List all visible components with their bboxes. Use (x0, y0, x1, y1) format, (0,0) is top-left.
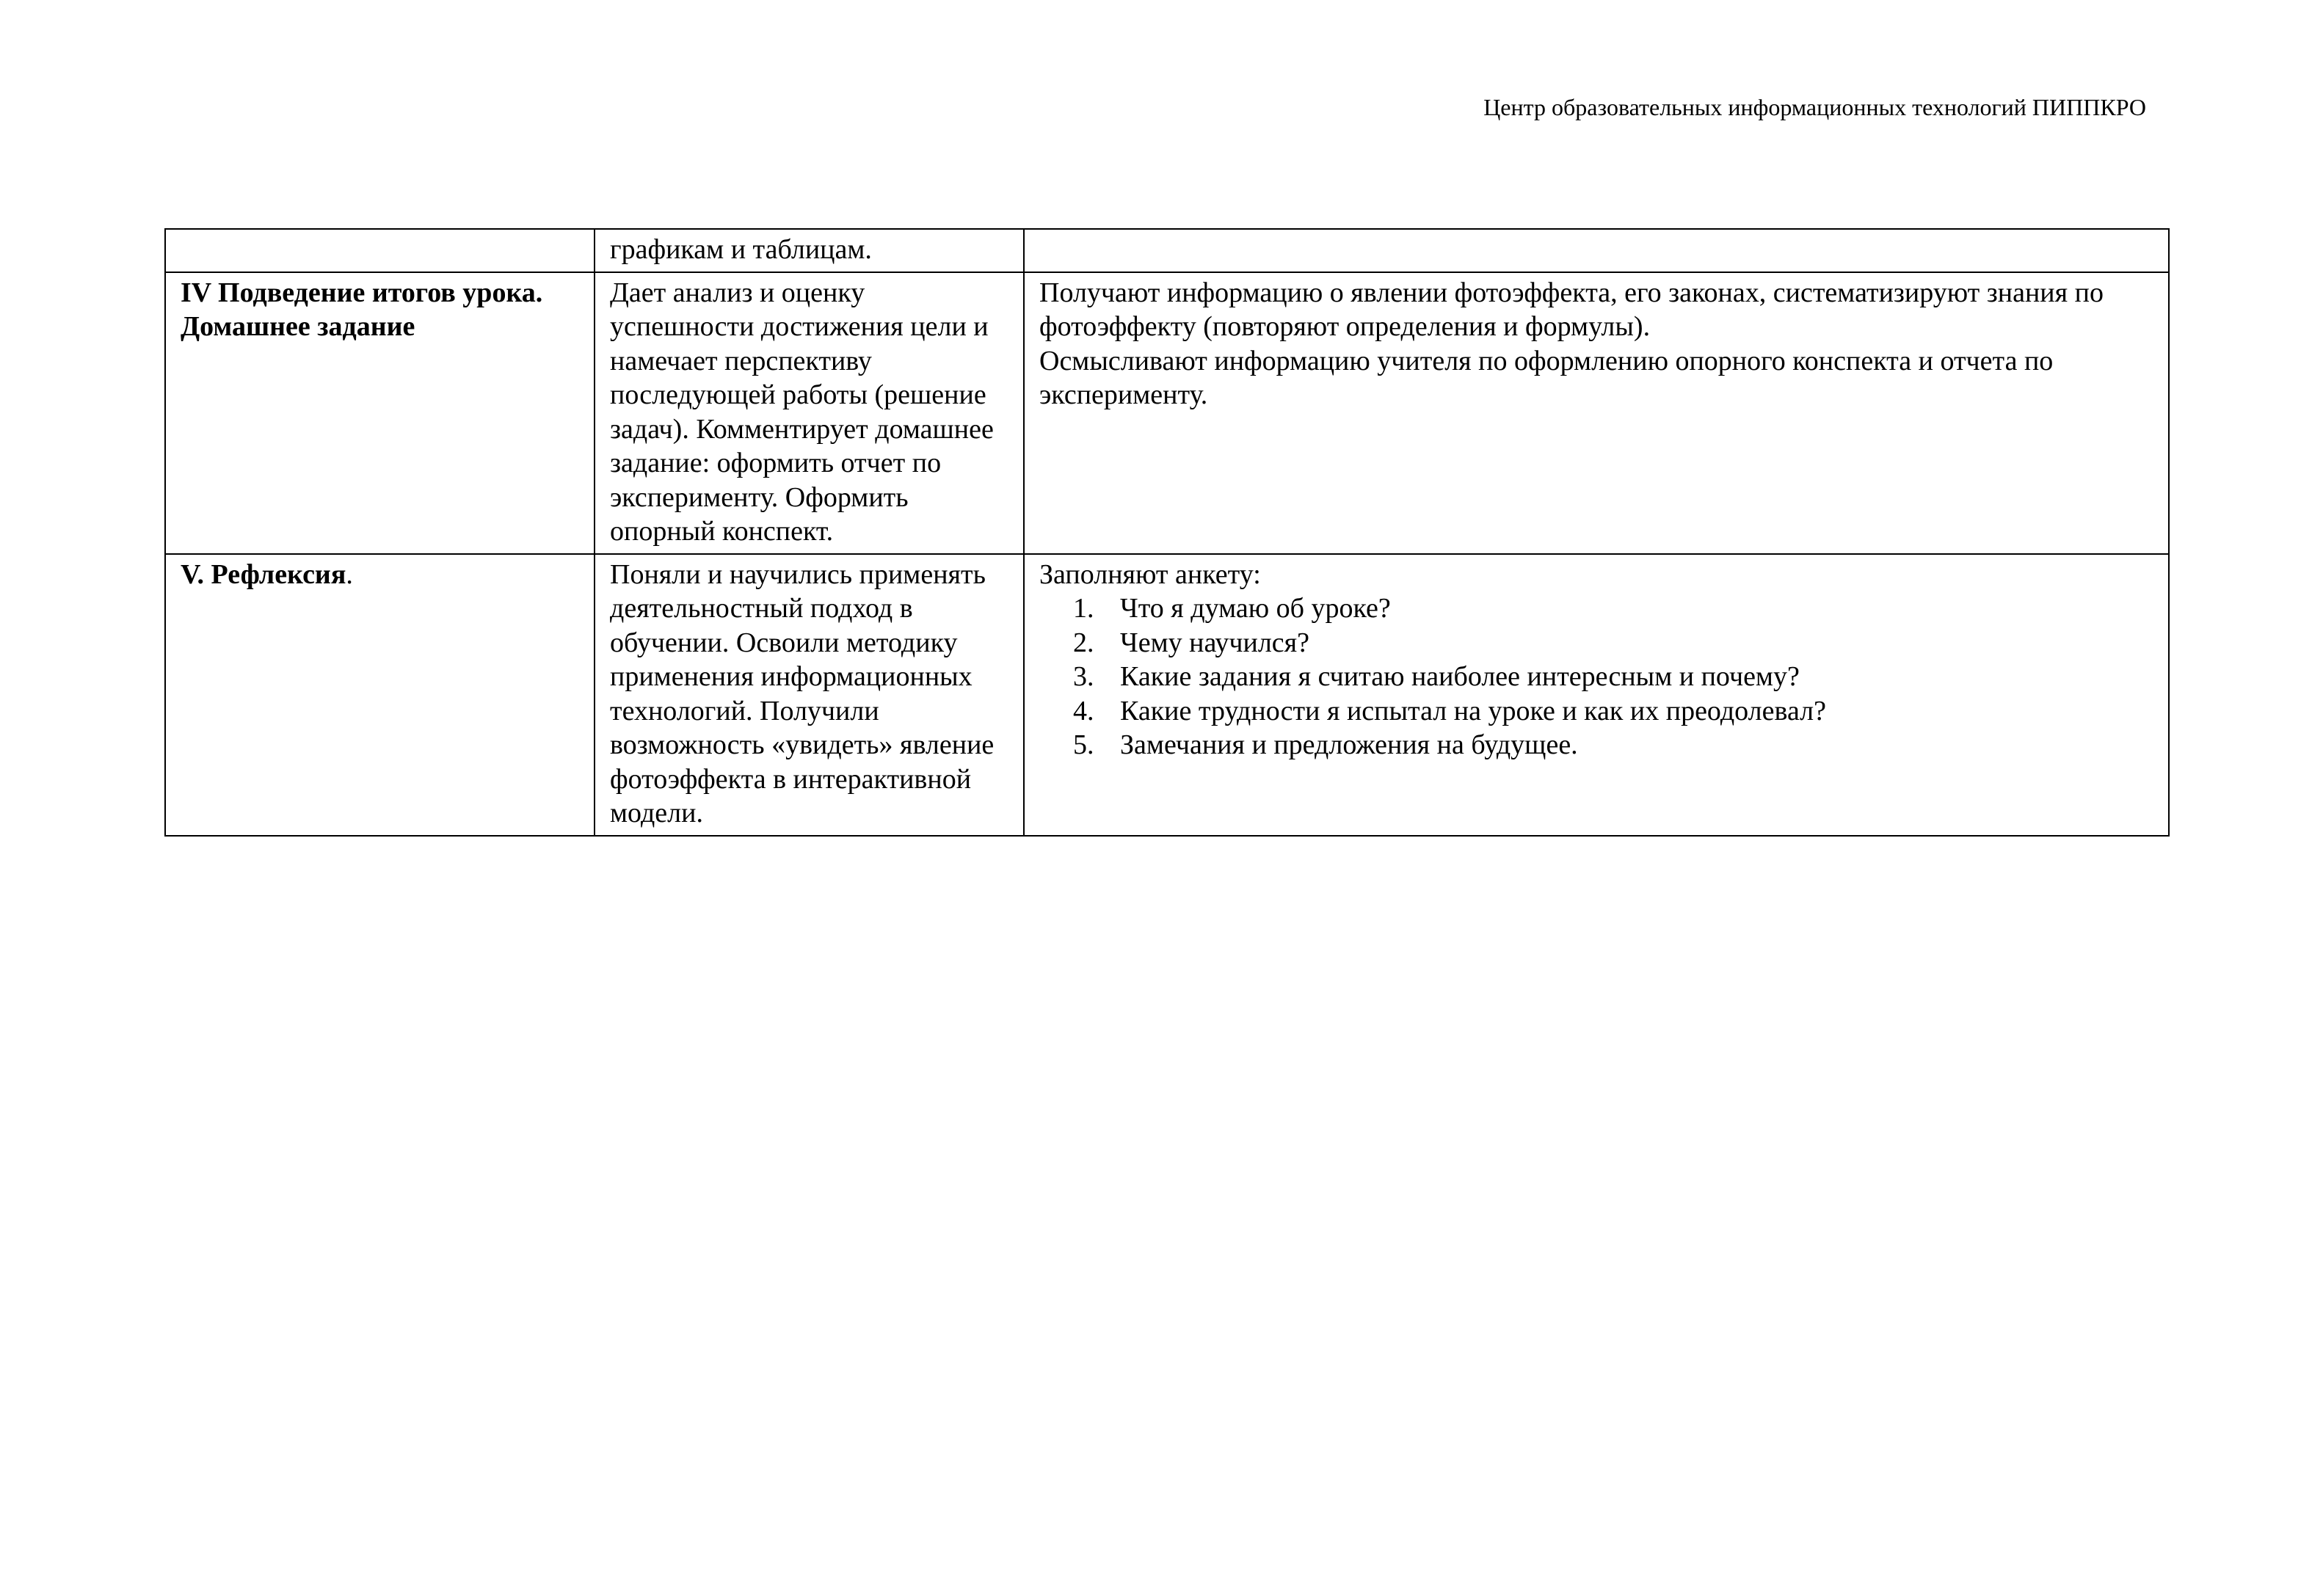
students-text: Осмысливают информацию учителя по оформлению опорного конспекта и отчета по эксперименту. (1039, 345, 2054, 410)
stage-cell (165, 229, 595, 272)
students-text: Получают информацию о явлении фотоэффекта, его законах, систематизируют знания по фотоэффекту (повторяют определения и формулы). (1039, 277, 2104, 342)
survey-item-number: 4. (1073, 695, 1094, 726)
survey-list (1039, 591, 2153, 762)
stage-cell (165, 272, 595, 554)
survey-item (1073, 591, 2153, 626)
table-row (165, 272, 2169, 554)
teacher-cell (595, 229, 1024, 272)
teacher-cell (595, 272, 1024, 554)
students-cell (1024, 272, 2169, 554)
survey-item-text: Замечания и предложения на будущее. (1120, 729, 1578, 760)
stage-cell (165, 554, 595, 836)
table-row (165, 229, 2169, 272)
table-row (165, 554, 2169, 836)
students-cell (1024, 229, 2169, 272)
stage-title: V. Рефлексия (181, 558, 346, 590)
teacher-text: Поняли и научились применять деятельностный подход в обучении. Освоили методику применения информационных технологий. Получили возможность «увидеть» явление фотоэффекта в интерактивной модели. (610, 558, 995, 828)
survey-item (1073, 626, 2153, 660)
teacher-cell (595, 554, 1024, 836)
survey-item (1073, 728, 2153, 762)
survey-item-number: 1. (1073, 593, 1094, 624)
lesson-table (164, 228, 2170, 837)
teacher-text: графикам и таблицам. (610, 234, 872, 265)
stage-title-suffix: . (346, 558, 353, 590)
teacher-text: Дает анализ и оценку успешности достижения цели и намечает перспективу последующей работы (решение задач). Комментирует домашнее задание: оформить отчет по эксперименту. Оформить опорный конспект. (610, 277, 994, 547)
survey-item (1073, 694, 2153, 729)
survey-intro: Заполняют анкету: (1039, 558, 1261, 590)
survey-item-text: Какие задания я считаю наиболее интересным и почему? (1120, 661, 1800, 692)
students-cell (1024, 554, 2169, 836)
survey-item-text: Какие трудности я испытал на уроке и как их преодолевал? (1120, 695, 1826, 726)
survey-item-text: Что я думаю об уроке? (1120, 593, 1391, 624)
page-header: Центр образовательных информационных технологий ПИППКРО (1483, 94, 2146, 120)
survey-item-text: Чему научился? (1120, 627, 1310, 658)
survey-item-number: 2. (1073, 627, 1094, 658)
survey-item-number: 3. (1073, 661, 1094, 692)
survey-item (1073, 660, 2153, 694)
stage-title: IV Подведение итогов урока. Домашнее задание (181, 277, 543, 342)
survey-item-number: 5. (1073, 729, 1094, 760)
